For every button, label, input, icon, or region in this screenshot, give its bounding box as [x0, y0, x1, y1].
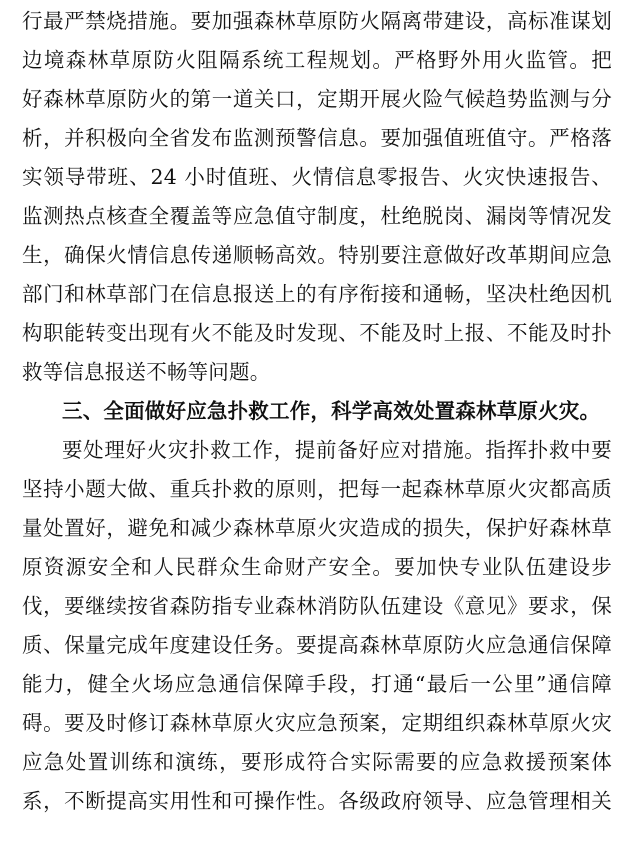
text-line: 构职能转变出现有火不能及时发现、不能及时上报、不能及时扑 [22, 321, 612, 345]
text-line: 部门和林草部门在信息报送上的有序衔接和通畅，坚决杜绝因机 [22, 282, 612, 306]
text-line: 坚持小题大做、重兵扑救的原则，把每一起森林草原火灾都高质 [22, 477, 612, 501]
text-line: 能力，健全火场应急通信保障手段，打通“最后一公里”通信障 [22, 672, 612, 696]
text-line: 生，确保火情信息传递顺畅高效。特别要注意做好改革期间应急 [22, 243, 612, 267]
text-line: 好森林草原防火的第一道关口，定期开展火险气候趋势监测与分 [22, 87, 612, 111]
paragraph-first-line: 要处理好火灾扑救工作，提前备好应对措施。指挥扑救中要 [62, 438, 612, 462]
section-heading: 三、全面做好应急扑救工作，科学高效处置森林草原火灾。 [62, 399, 601, 423]
text-line: 应急处置训练和演练，要形成符合实际需要的应急救援预案体 [22, 750, 612, 774]
text-line: 伐，要继续按省森防指专业森林消防队伍建设《意见》要求，保 [22, 594, 612, 618]
text-line: 系，不断提高实用性和可操作性。各级政府领导、应急管理相关 [22, 789, 612, 813]
text-line: 量处置好，避免和减少森林草原火灾造成的损失，保护好森林草 [22, 516, 612, 540]
text-line: 原资源安全和人民群众生命财产安全。要加快专业队伍建设步 [22, 555, 612, 579]
text-line: 碍。要及时修订森林草原火灾应急预案，定期组织森林草原火灾 [22, 711, 612, 735]
text-line: 行最严禁烧措施。要加强森林草原防火隔离带建设，高标准谋划 [22, 9, 612, 33]
text-line: 监测热点核查全覆盖等应急值守制度，杜绝脱岗、漏岗等情况发 [22, 204, 612, 228]
text-line: 边境森林草原防火阻隔系统工程规划。严格野外用火监管。把 [22, 48, 612, 72]
text-line: 析，并积极向全省发布监测预警信息。要加强值班值守。严格落 [22, 126, 612, 150]
text-line: 救等信息报送不畅等问题。 [22, 360, 271, 384]
text-line: 实领导带班、24 小时值班、火情信息零报告、火灾快速报告、 [22, 165, 612, 189]
text-line: 质、保量完成年度建设任务。要提高森林草原防火应急通信保障 [22, 633, 612, 657]
